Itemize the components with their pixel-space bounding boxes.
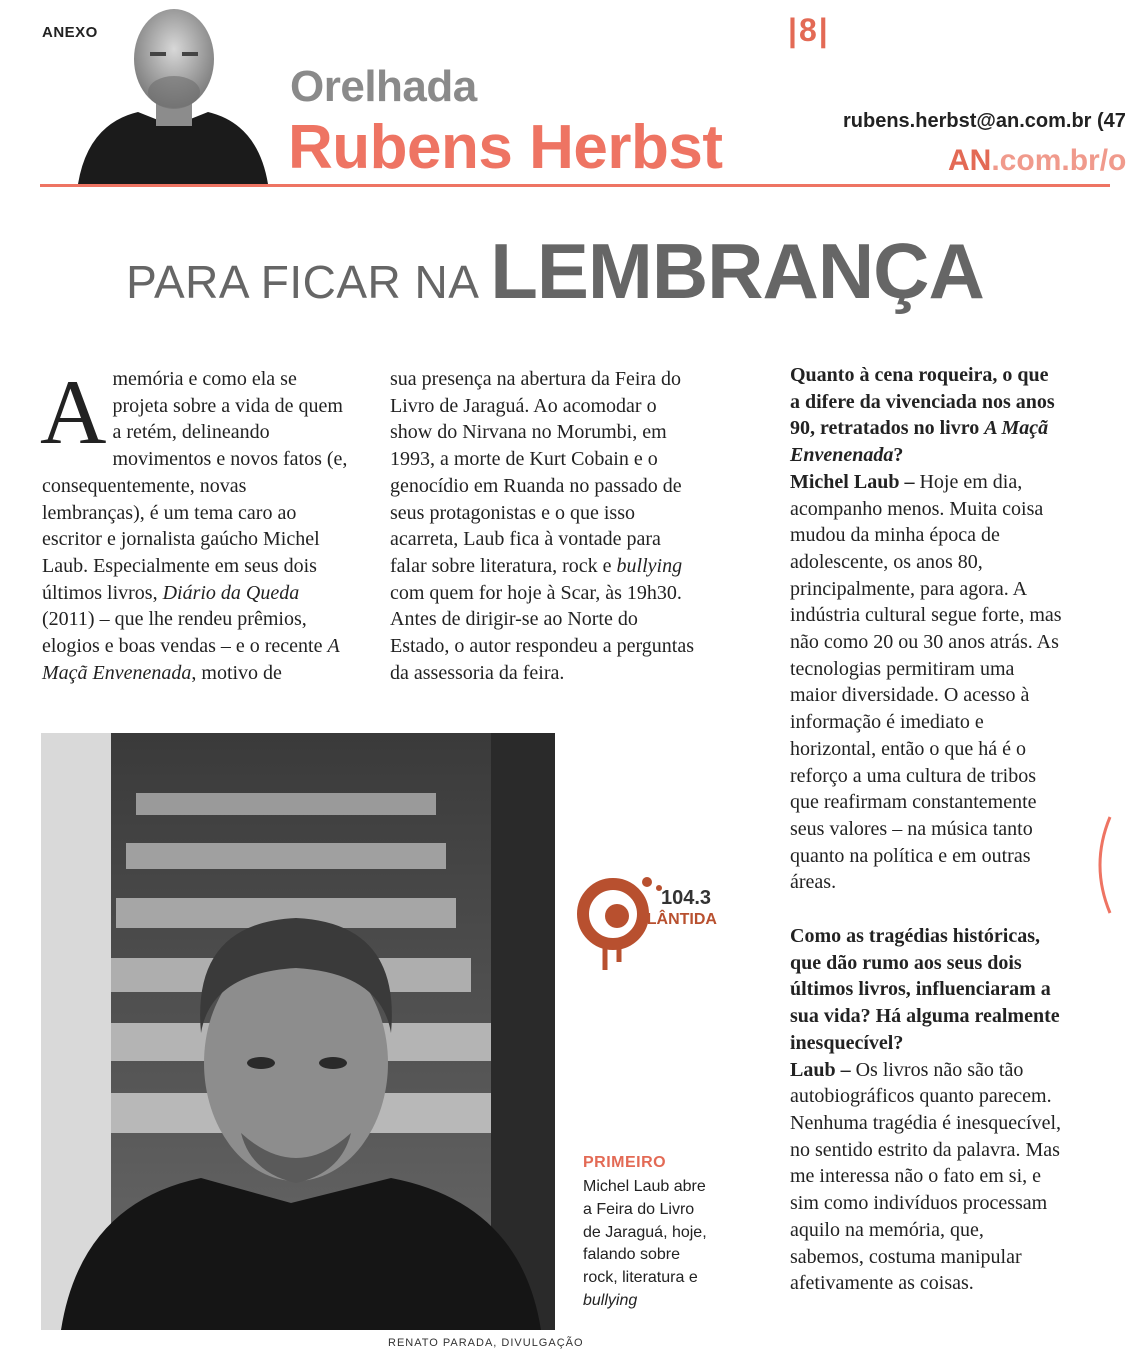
logo-name: TLÂNTIDA [637,911,717,928]
photo-credit: RENATO PARADA, DIVULGAÇÃO [388,1337,584,1349]
author-contact: rubens.herbst@an.com.br (47 [843,110,1126,132]
headline-light: PARA FICAR NA [126,256,491,308]
article-column-1 [40,361,350,686]
section-label: ANEXO [42,24,98,41]
caption-emphasis: bullying [583,1291,638,1309]
drop-cap: A [40,361,107,463]
author-name: Rubens Herbst [288,113,723,182]
header-rule [40,184,1110,187]
site-link-part1: AN [948,144,992,177]
qa-spacer [772,896,1062,923]
article-photo [41,733,555,1330]
book-title-2: A Maçã Envenenada [42,635,340,684]
question-1-text: Quanto à cena roqueira, o que a difere da vivenciada nos anos 90, retratados no livro [790,364,1055,440]
page-number: |8| [788,12,830,48]
question-1 [772,362,1062,469]
col1-text-3: , motivo de [191,661,282,684]
answer-1-text: Hoje em dia, acompanho menos. Muita coisa mudou da minha época de adolescente, os anos 80, principalmente, para agora. A indústria cultural segue forte, mas não como 20 ou 30 anos atrás. As tecnologias permitiram uma maior diversidade. O acesso à informação é imediato e horizontal, então o que há é o reforço a uma cultura de tribos que reafirmam constantemente seus valores – na música tanto quanto na política e em outras áreas. [790,470,1062,894]
headline [0,226,1110,317]
site-link[interactable] [948,144,1126,178]
answer-2-speaker: Laub – [790,1058,851,1081]
question-1-book: A Maçã Envenenada [790,417,1049,467]
question-2: Como as tragédias históricas, que dão rumo aos seus dois últimos livros, influenciaram a sua vida? Há alguma realmente inesquecível? [790,925,1060,1054]
edge-decoration [1088,815,1110,915]
col1-text-1: memória e como ela se projeta sobre a vida de quem a retém, delineando movimentos e novos fatos (e, consequentemente, novas lembranças), é um tema caro ao escritor e jornalista gaúcho Michel Laub. Especialmente em seus dois últimos livros, [42,368,348,604]
col2-text-1: sua presença na abertura da Feira do Livro de Jaraguá. Ao acomodar o show do Nirvana no Morumbi, em 1993, a morte de Kurt Cobain e o genocídio em Ruanda no passado de seus protagonistas e o que isso acarreta, Laub fica à vontade para falar sobre literatura, rock e [390,368,682,577]
article-column-2 [390,366,700,686]
answer-2-text: Os livros não são tão autobiográficos quanto parecem. Nenhuma tragédia é inesquecível, no sentido estrito da palavra. Mas me interessa não o fato em si, e sim como indivíduos processam aquilo na memória, que, sabemos, costuma manipular afetivamente as coisas. [790,1058,1061,1295]
answer-1-speaker: Michel Laub – [790,470,915,493]
col1-text-2: (2011) – que lhe rendeu prêmios, elogios e boas vendas – e o recente [42,608,328,658]
col2-text-2: com quem for hoje à Scar, às 19h30. Antes de dirigir-se ao Norte do Estado, o autor respondeu a perguntas da assessoria da feira. [390,581,694,684]
logo-frequency: 104.3 [661,887,712,909]
atlantida-logo [575,858,735,978]
question-1-end: ? [893,444,904,467]
book-title-1: Diário da Queda [162,581,300,604]
site-link-part2: .com.br/o [991,144,1126,177]
headline-bold: LEMBRANÇA [490,227,984,315]
article-column-3 [772,362,1062,1297]
caption-body: Michel Laub abre a Feira do Livro de Jaraguá, hoje, falando sobre rock, literatura e [583,1178,707,1287]
caption-text [583,1176,713,1313]
answer-2 [772,1057,1062,1297]
answer-1 [772,469,1062,896]
columnist-portrait [78,4,268,184]
column-name: Orelhada [290,62,477,111]
col2-emphasis: bullying [616,554,683,577]
caption-title: PRIMEIRO [583,1154,667,1171]
